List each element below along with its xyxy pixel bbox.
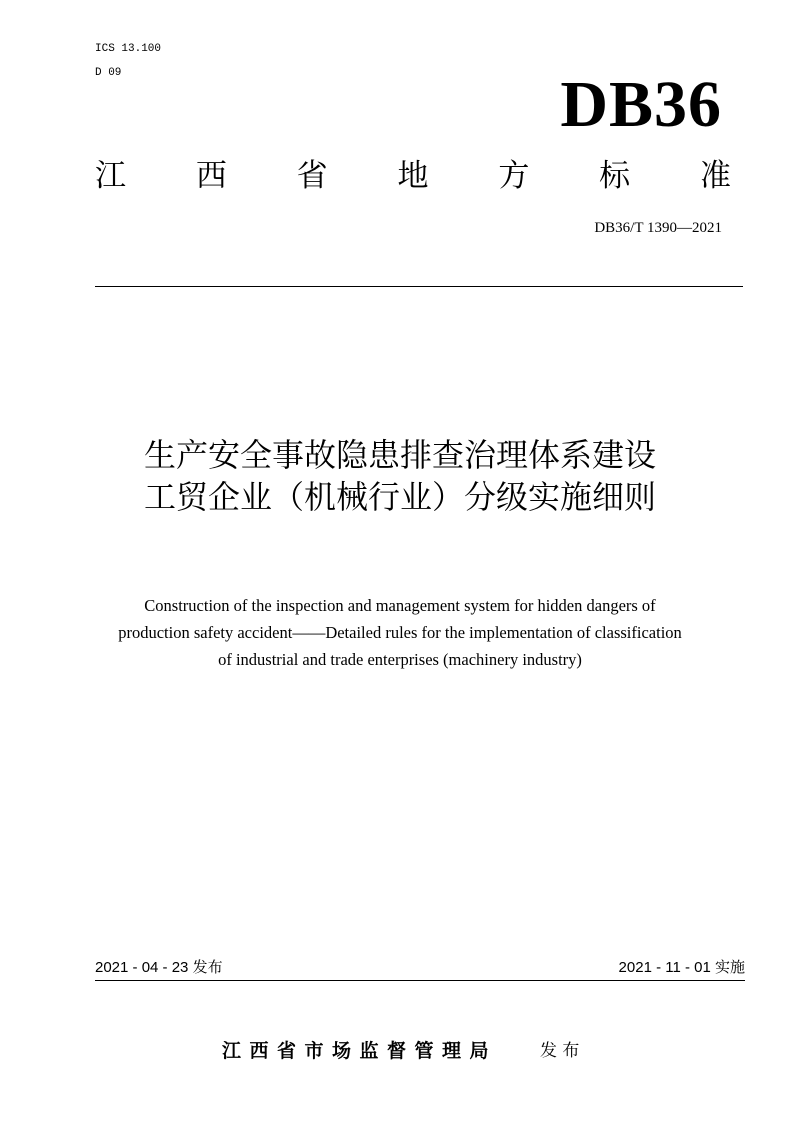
implementation-date: 2021 - 11 - 01 实施 — [618, 959, 745, 976]
ics-code: ICS 13.100 — [95, 43, 162, 55]
standard-type-char: 江 — [95, 158, 126, 194]
issuing-authority: 江西省市场监督管理局 — [222, 1040, 498, 1062]
standard-type-char: 西 — [195, 158, 227, 194]
standard-type-char: 省 — [296, 158, 328, 194]
standard-number: DB36/T 1390—2021 — [594, 220, 722, 236]
header-divider — [95, 286, 743, 287]
standard-type-char: 标 — [599, 158, 631, 194]
publish-date: 2021 - 04 - 23 发布 — [95, 959, 223, 976]
title-zh-line-2: 工贸企业（机械行业）分级实施细则 — [143, 478, 656, 516]
footer-divider — [95, 980, 745, 981]
title-en-line-2: production safety accident——Detailed rules for the implementation of classification — [118, 623, 682, 642]
title-en-line-3: of industrial and trade enterprises (machinery industry) — [218, 650, 582, 669]
ccs-code: D 09 — [95, 67, 122, 79]
title-en-line-1: Construction of the inspection and management system for hidden dangers of — [144, 596, 656, 615]
standard-type-char: 准 — [699, 158, 731, 194]
standard-type-heading — [95, 154, 731, 198]
standard-code-logo: DB36 — [560, 68, 722, 141]
standard-type-char: 方 — [498, 158, 530, 194]
issue-action-label: 发 布 — [540, 1041, 580, 1061]
title-zh-line-1: 生产安全事故隐患排查治理体系建设 — [143, 436, 656, 474]
standard-type-char: 地 — [397, 158, 429, 194]
